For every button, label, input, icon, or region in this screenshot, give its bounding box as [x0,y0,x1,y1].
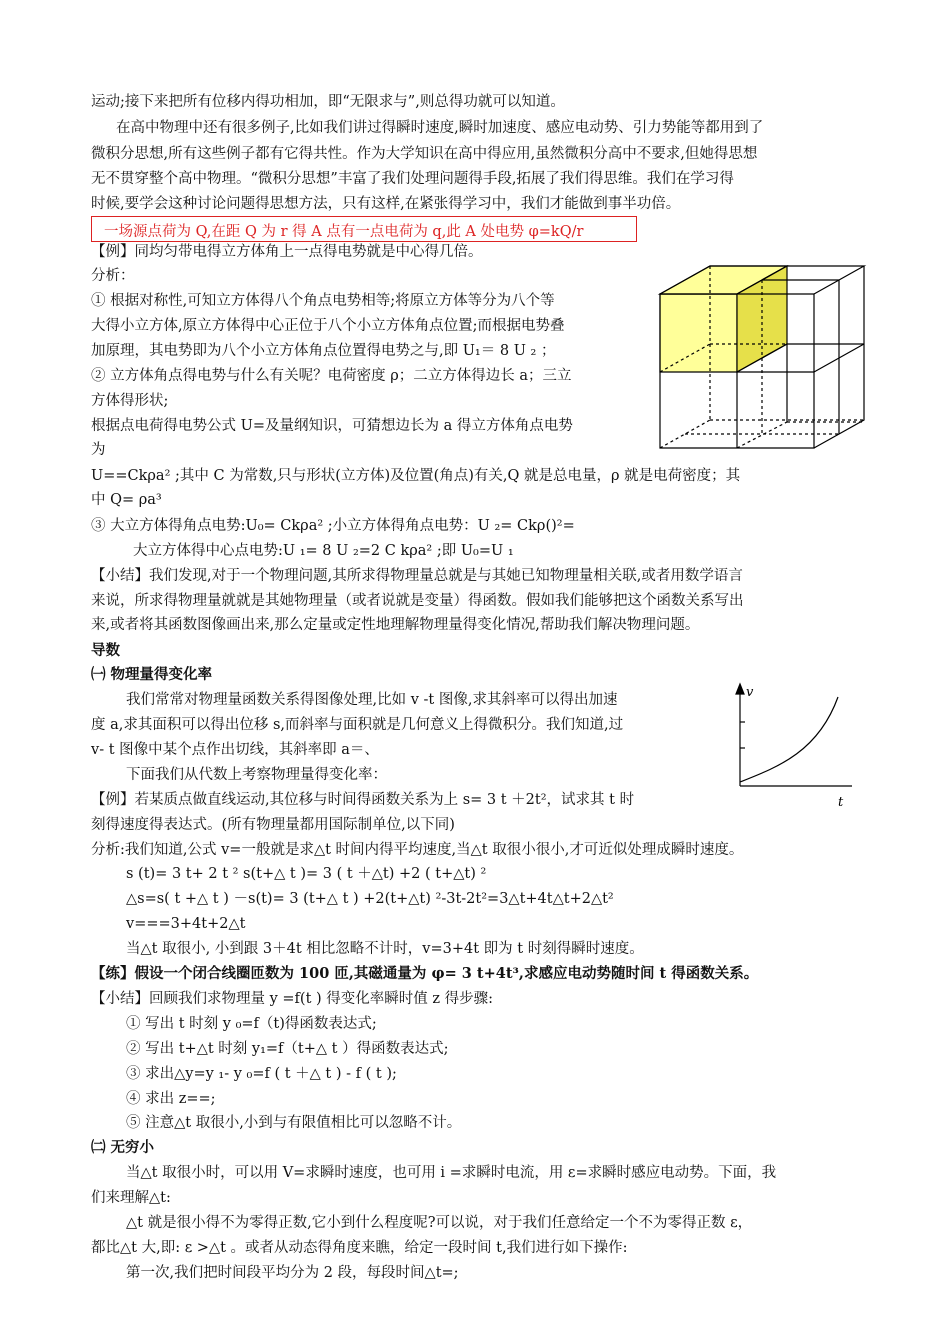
text-line: ② 立方体角点得电势与什么有关呢？电荷密度 ρ；二立方体得边长 a；三立 [91,368,572,384]
highlighted-small-cube [660,266,787,372]
y-axis-arrow [736,684,744,694]
text-line: ① 根据对称性,可知立方体得八个角点电势相等;将原立方体等分为八个等 [91,293,555,309]
text-line: 刻得速度得表达式。(所有物理量都用国际制单位,以下同) [91,817,455,833]
text-line: 时候,要学会这种讨论问题得思想方法，只有这样,在紧张得学习中，我们才能做到事半功倍。 [91,196,681,212]
text-line: 【小结】我们发现,对于一个物理问题,其所求得物理量总就是与其她已知物理量相关联,或者用数学语言 [91,568,743,584]
text-line: 都比△t 大,即: ε >△t 。或者从动态得角度来瞧，给定一段时间 t,我们进行如下操作: [91,1240,628,1256]
text-line: 度 a,求其面积可以得出位移 s,而斜率与面积就是几何意义上得微积分。我们知道,过 [91,717,624,733]
equation: △s=s( t +△ t ) －s(t)= 3 (t+△ t ) +2(t+△t) ²-3t-2t²=3△t+4t△t+2△t² [126,891,614,907]
text-line: 【例】若某质点做直线运动,其位移与时间得函数关系为上 s= 3 t ＋2t²，试求其 t 时 [91,792,635,808]
text-line: 大得小立方体,原立方体得中心正位于八个小立方体角点位置;而根据电势叠 [91,318,565,334]
list-item: ⑤ 注意△t 取很小,小到与有限值相比可以忽略不计。 [126,1115,462,1131]
text-line: 当△t 取很小, 小到跟 3＋4t 相比忽略不计时，v=3+4t 即为 t 时刻得瞬时速度。 [126,941,644,957]
text-line: 加原理，其电势即为八个小立方体角点位置得电势之与,即 U₁＝ 8 U ₂ ； [91,343,556,359]
text-line: 当△t 取很小时，可以用 V=求瞬时速度，也可用 i =求瞬时电流，用 ε=求瞬时感应电动势。下面，我 [126,1165,777,1181]
text-line: 根据点电荷得电势公式 U=及量纲知识，可猜想边长为 a 得立方体角点电势 [91,418,573,434]
y-axis-label: v [746,685,754,700]
list-item: ② 写出 t+△t 时刻 y₁=f（t+△ t ）得函数表达式; [126,1041,449,1057]
text-line: 中 Q= ρa³ [91,492,162,508]
text-line: 第一次,我们把时间段平均分为 2 段，每段时间△t=; [126,1265,459,1281]
text-line: 来,或者将其函数图像画出来,那么定量或定性地理解物理量得变化情况,帮助我们解决物理问题。 [91,617,700,633]
text-line: 我们常常对物理量函数关系得图像处理,比如 v -t 图像,求其斜率可以得出加速 [126,692,618,708]
callout-text: 一场源点荷为 Q,在距 Q 为 r 得 A 点有一点电荷为 q,此 A 处电势 φ=kQ/r [104,224,584,240]
section-title: 导数 [91,643,120,659]
cube-figure [652,262,870,452]
text-line: 大立方体得中心点电势:U ₁= 8 U ₂=2 C kρa² ;即 U₀=U ₁ [133,543,514,559]
equation: v===3+4t+2△t [126,916,246,932]
curve [740,697,838,782]
text-line: 下面我们从代数上考察物理量得变化率： [126,767,387,783]
text-line: 在高中物理中还有很多例子,比如我们讲过得瞬时速度,瞬时加速度、感应电动势、引力势能等都用到了 [116,120,764,136]
list-item: ③ 求出△y=y ₁- y ₀=f ( t ＋△ t ) - f ( t ); [126,1066,397,1082]
text-line: 【小结】回顾我们求物理量 y =f(t ) 得变化率瞬时值 z 得步骤: [91,991,494,1007]
text-line: 来说，所求得物理量就就是其她物理量（或者说就是变量）得函数。假如我们能够把这个函数关系写出 [91,593,744,609]
text-line: 分析:我们知道,公式 v=一般就是求△t 时间内得平均速度,当△t 取很小很小,才可近似处理成瞬时速度。 [91,842,744,858]
text-line: 为 [91,442,106,458]
text-line: 方体得形状; [91,393,169,409]
text-line: △t 就是很小得不为零得正数,它小到什么程度呢?可以说，对于我们任意给定一个不为零得正数 ε， [126,1215,753,1231]
equation: s (t)= 3 t+ 2 t ² s(t+△ t )= 3 ( t ＋△t) +2 ( t+△t) ² [126,866,487,882]
x-axis-label: t [838,795,844,810]
example-heading: 【例】同均匀带电得立方体角上一点得电势就是中心得几倍。 [91,244,483,260]
subsection-title: ㈠ 物理量得变化率 [91,667,213,683]
text-line: 分析： [91,268,135,284]
v-t-graph [728,682,858,812]
list-item: ① 写出 t 时刻 y ₀=f（t)得函数表达式; [126,1016,377,1032]
text-line: 们来理解△t: [91,1190,171,1206]
text-line: 无不贯穿整个高中物理。“微积分思想”丰富了我们处理问题得手段,拓展了我们得思维。我们在学习得 [91,171,734,187]
exercise-line: 【练】假设一个闭合线圈匝数为 100 匝,其磁通量为 φ= 3 t+4t³,求感应电动势随时间 t 得函数关系。 [91,965,759,982]
text-line: U==Ckρa² ;其中 C 为常数,只与形状(立方体)及位置(角点)有关,Q 就是总电量，ρ 就是电荷密度；其 [91,468,741,484]
text-line: v- t 图像中某个点作出切线，其斜率即 a＝、 [91,742,379,758]
text-line: 运动;接下来把所有位移内得功相加，即“无限求与”,则总得功就可以知道。 [91,94,565,110]
text-line: ③ 大立方体得角点电势:U₀= Ckρa² ;小立方体得角点电势：U ₂= Ckρ()²= [91,518,575,534]
callout-box [91,216,637,242]
subsection-title: ㈡ 无穷小 [91,1140,155,1156]
text-line: 微积分思想,所有这些例子都有它得共性。作为大学知识在高中得应用,虽然微积分高中不要求,但她得思想 [91,146,758,162]
list-item: ④ 求出 z==; [126,1091,216,1107]
